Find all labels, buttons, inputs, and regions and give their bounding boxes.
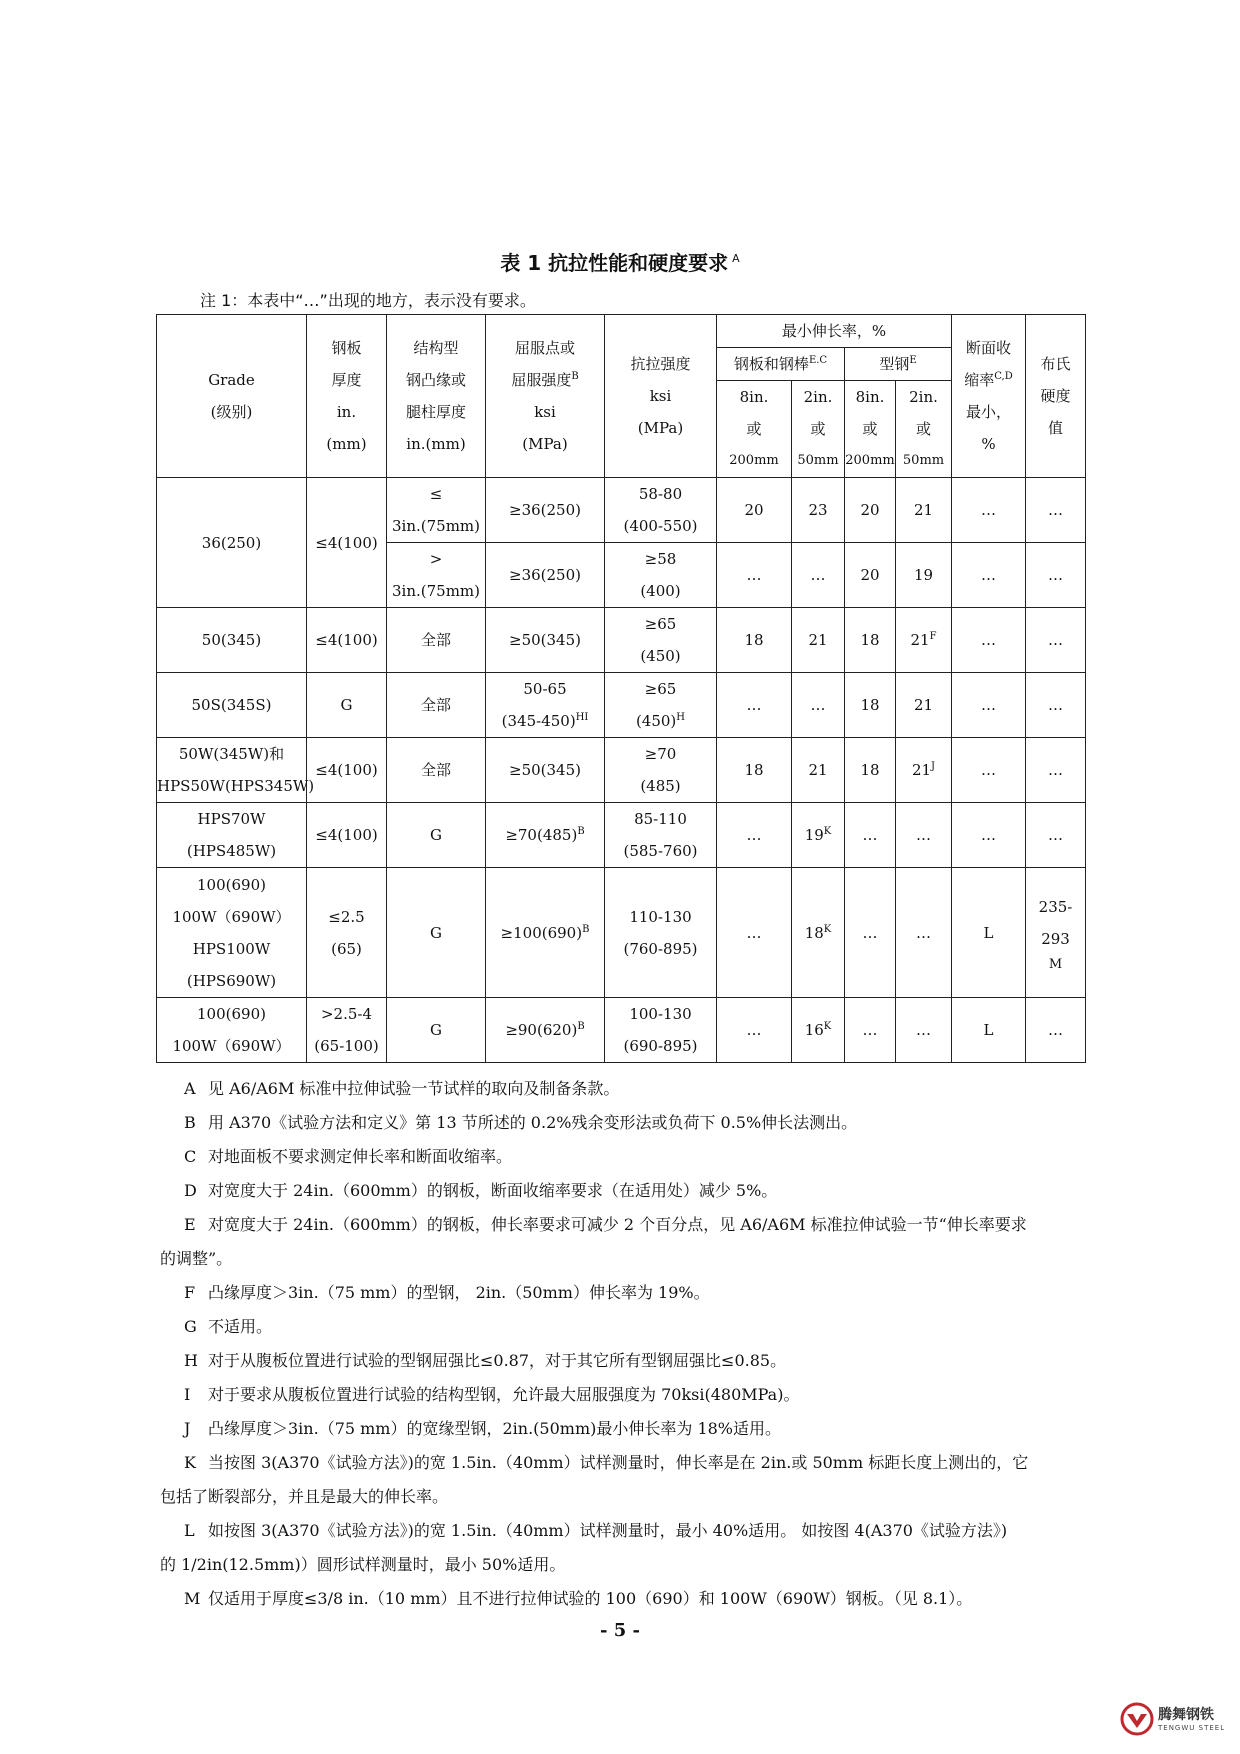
footnote-text: 不适用。 [208, 1317, 273, 1336]
cell-yield [486, 673, 605, 738]
header-text: 抗拉强度 [630, 355, 691, 373]
cell-line: 100(690) [197, 1005, 266, 1023]
cell-flange: 全部 [387, 673, 486, 738]
cell-p8: 20 [717, 478, 792, 543]
cell-s2: 21 [896, 478, 952, 543]
cell-value: 16 [804, 1021, 824, 1039]
cell-sup: F [929, 631, 937, 642]
cell-sup: HI [575, 712, 589, 723]
cell-line: 100W（690W） [172, 907, 291, 926]
table-row [157, 998, 1086, 1063]
header-plates-8in [717, 381, 792, 478]
cell-line: >2.5-4 [320, 1005, 373, 1023]
header-grade-en: Grade [208, 371, 255, 389]
footnote-text: 凸缘厚度＞3in.（75 mm）的型钢， 2in.（50mm）伸长率为 19%。 [208, 1283, 710, 1302]
cell-sup: H [676, 712, 686, 723]
cell-flange: G [387, 998, 486, 1063]
footnote-text: 用 A370《试验方法和定义》第 13 节所述的 0.2%残余变形法或负荷下 0.5%伸长法测出。 [208, 1113, 858, 1132]
table-note: 注 1：本表中“…”出现的地方，表示没有要求。 [200, 291, 536, 310]
header-text: (mm) [326, 435, 367, 453]
header-text: 断面收 [966, 339, 1012, 357]
footnote-key: G [184, 1317, 197, 1336]
footnote-text: 凸缘厚度＞3in.（75 mm）的宽缘型钢，2in.(50mm)最小伸长率为 18%适用。 [208, 1419, 782, 1438]
cell-line: (450) [640, 647, 681, 665]
cell-plate [307, 998, 387, 1063]
header-plates-bars [717, 348, 845, 381]
header-text: in.(mm) [406, 435, 466, 453]
cell-s2 [896, 608, 952, 673]
cell-line: (760-895) [623, 939, 698, 958]
cell-value: 21 [910, 631, 930, 649]
footnote-key: L [184, 1521, 195, 1540]
cell-line: 100(690) [197, 875, 266, 894]
cell-s2: 19 [896, 543, 952, 608]
tensile-hardness-table [156, 314, 1086, 1063]
cell-tensile [605, 803, 717, 868]
header-text: 最小， [966, 403, 1012, 421]
cell-sup: J [931, 761, 936, 772]
cell-sup: M [1048, 956, 1063, 972]
cell-line: 3in.(75mm) [391, 517, 480, 535]
header-text: 结构型 [413, 339, 459, 357]
cell-s8: 18 [845, 673, 896, 738]
cell-grade: 36(250) [157, 478, 307, 608]
header-text: 或 [746, 420, 762, 438]
cell-s2: … [896, 803, 952, 868]
cell-sup: B [577, 1021, 585, 1032]
cell-line: 58-80 [638, 485, 683, 503]
cell-line: 235- [1038, 897, 1073, 916]
header-text: 50mm [902, 453, 945, 468]
cell-yield: ≥36(250) [486, 543, 605, 608]
cell-line: (400-550) [623, 517, 698, 535]
cell-flange: G [387, 868, 486, 998]
footnote [160, 1072, 1120, 1106]
table-row [157, 608, 1086, 673]
cell-tensile [605, 608, 717, 673]
table-title [0, 247, 1240, 276]
cell-line: (690-895) [623, 1037, 698, 1055]
cell-grade: 50(345) [157, 608, 307, 673]
footnote [160, 1514, 1120, 1582]
header-shapes-8in [845, 381, 896, 478]
cell-plate: ≤4(100) [307, 803, 387, 868]
cell-s8: … [845, 998, 896, 1063]
cell-yield [486, 868, 605, 998]
cell-line: ≥65 [644, 615, 677, 633]
cell-tensile [605, 478, 717, 543]
logo-text-en: TENGWU STEEL [1158, 1724, 1226, 1732]
cell-s8: … [845, 803, 896, 868]
header-text: 8in. [739, 388, 769, 406]
footnote-continuation: 包括了断裂部分，并且是最大的伸长率。 [160, 1487, 449, 1506]
header-reduction [952, 315, 1026, 478]
cell-s2: 21 [896, 673, 952, 738]
cell-value: 19 [804, 826, 824, 844]
cell-value: 18 [804, 923, 824, 942]
cell-p8: 18 [717, 608, 792, 673]
cell-line: HPS70W [197, 810, 266, 828]
table-row [157, 478, 1086, 543]
cell-p2: 21 [792, 738, 845, 803]
footnote-text: 对宽度大于 24in.（600mm）的钢板，伸长率要求可减少 2 个百分点，见 A6/A6M 标准拉伸试验一节“伸长率要求 [208, 1215, 1027, 1234]
footnote-key: E [184, 1215, 196, 1234]
footnote-key: F [184, 1283, 196, 1302]
footnote [160, 1446, 1120, 1514]
header-brinell [1026, 315, 1086, 478]
cell-yield: ≥36(250) [486, 478, 605, 543]
header-text: (MPa) [522, 435, 568, 453]
footnote-text: 对于从腹板位置进行试验的型钢屈强比≤0.87，对于其它所有型钢屈强比≤0.85。 [208, 1351, 787, 1370]
cell-line: ≥58 [644, 550, 677, 568]
cell-line: (HPS690W) [186, 971, 277, 990]
cell-value: 21 [911, 761, 932, 779]
cell-plate: ≤4(100) [307, 478, 387, 608]
cell-yield [486, 803, 605, 868]
footnote-key: I [184, 1385, 191, 1404]
header-plates-2in [792, 381, 845, 478]
header-text: 硬度 [1040, 387, 1071, 405]
cell-line: ≤2.5 [328, 907, 365, 926]
cell-line: 293 [1041, 929, 1070, 948]
header-sup: E.C [808, 355, 828, 366]
cell-tensile [605, 868, 717, 998]
cell-value: ≥70(485) [505, 826, 578, 844]
header-text: 钢板和钢棒 [733, 355, 809, 373]
cell-ra: … [952, 608, 1026, 673]
cell-hb: … [1026, 608, 1086, 673]
table-title-text: 表 1 抗拉性能和硬度要求 [500, 251, 729, 275]
header-text: 值 [1048, 419, 1064, 437]
cell-plate: G [307, 673, 387, 738]
cell-flange: 全部 [387, 738, 486, 803]
cell-sup: B [577, 826, 585, 837]
cell-s2: … [896, 998, 952, 1063]
cell-p2 [792, 868, 845, 998]
footnote-text: 当按图 3(A370《试验方法》)的宽 1.5in.（40mm）试样测量时，伸长率是在 2in.或 50mm 标距长度上测出的，它 [208, 1453, 1029, 1472]
header-grade-cn: (级别) [210, 403, 253, 421]
cell-line: ≥70 [644, 745, 677, 763]
header-text: % [981, 435, 996, 453]
logo-text-cn: 腾舞钢铁 [1158, 1707, 1214, 1723]
footnote [160, 1378, 1120, 1412]
footnote [160, 1174, 1120, 1208]
footnote-text: 如按图 3(A370《试验方法》)的宽 1.5in.（40mm）试样测量时，最小 40%适用。 如按图 4(A370《试验方法》) [208, 1521, 1008, 1540]
header-plate-thickness [307, 315, 387, 478]
cell-hb: … [1026, 478, 1086, 543]
footnote [160, 1344, 1120, 1378]
cell-ra: L [952, 868, 1026, 998]
header-text: 2in. [803, 388, 833, 406]
cell-grade [157, 998, 307, 1063]
cell-p8: … [717, 543, 792, 608]
cell-s8: 20 [845, 478, 896, 543]
header-text: 型钢 [879, 355, 910, 373]
cell-yield: ≥50(345) [486, 608, 605, 673]
cell-s8: 20 [845, 543, 896, 608]
cell-line: 50W(345W)和 [178, 745, 285, 763]
footnote [160, 1276, 1120, 1310]
header-flange-thickness [387, 315, 486, 478]
cell-sup: K [823, 1021, 832, 1032]
cell-s2: … [896, 868, 952, 998]
header-text: 200mm [729, 453, 779, 468]
footnote [160, 1310, 1120, 1344]
footnote-key: C [184, 1147, 197, 1166]
cell-hb: … [1026, 543, 1086, 608]
cell-line: (65) [331, 939, 362, 958]
cell-ra: … [952, 543, 1026, 608]
header-tensile [605, 315, 717, 478]
header-text: ksi [649, 387, 672, 405]
header-text: 或 [916, 420, 932, 438]
cell-p2: … [792, 673, 845, 738]
header-shapes [845, 348, 952, 381]
cell-line: 100W（690W） [172, 1037, 291, 1055]
cell-grade [157, 868, 307, 998]
footnote [160, 1140, 1120, 1174]
header-text: 腿柱厚度 [405, 403, 466, 421]
header-text: ksi [534, 403, 556, 421]
footnote-key: K [184, 1453, 196, 1472]
cell-line: (450) [635, 712, 677, 730]
footnote-text: 仅适用于厚度≤3/8 in.（10 mm）且不进行拉伸试验的 100（690）和 100W（690W）钢板。（见 8.1）。 [208, 1589, 973, 1608]
header-sup: B [571, 371, 579, 382]
header-text: 200mm [845, 453, 895, 468]
cell-ra: … [952, 738, 1026, 803]
header-grade [157, 315, 307, 478]
cell-plate: ≤4(100) [307, 738, 387, 803]
header-shapes-2in [896, 381, 952, 478]
footnote-text: 对于要求从腹板位置进行试验的结构型钢，允许最大屈服强度为 70ksi(480MPa)。 [208, 1385, 800, 1404]
footnote [160, 1106, 1120, 1140]
header-text: 8in. [855, 388, 885, 406]
footnotes [160, 1072, 1120, 1616]
header-elongation: 最小伸长率，% [717, 315, 952, 348]
cell-p2: … [792, 543, 845, 608]
page-number: - 5 - [600, 1620, 640, 1641]
cell-tensile [605, 673, 717, 738]
table-title-sup: A [732, 252, 740, 266]
cell-line: 110-130 [629, 907, 692, 926]
cell-value: ≥90(620) [505, 1021, 578, 1039]
cell-s8: 18 [845, 608, 896, 673]
cell-line: > [429, 550, 443, 568]
cell-flange: 全部 [387, 608, 486, 673]
cell-line: 50-65 [523, 680, 567, 698]
header-sup: E [909, 355, 917, 366]
cell-grade [157, 803, 307, 868]
cell-hb: … [1026, 738, 1086, 803]
cell-grade [157, 738, 315, 803]
cell-s2 [896, 738, 952, 803]
header-sup: C,D [994, 371, 1013, 382]
header-text: (MPa) [637, 419, 684, 437]
footnote-key: H [184, 1351, 198, 1370]
cell-tensile [605, 738, 717, 803]
cell-flange [387, 478, 486, 543]
header-yield [486, 315, 605, 478]
footnote-key: B [184, 1113, 196, 1132]
cell-line: 85-110 [634, 810, 687, 828]
table-row [157, 803, 1086, 868]
header-text: 2in. [909, 388, 938, 406]
cell-p8: 18 [717, 738, 792, 803]
cell-p2: 23 [792, 478, 845, 543]
table-row [157, 738, 1086, 803]
cell-ra: … [952, 478, 1026, 543]
cell-hb: … [1026, 998, 1086, 1063]
header-text: 或 [862, 420, 878, 438]
footnote-key: M [184, 1589, 201, 1608]
footnote-key: D [184, 1181, 197, 1200]
cell-flange: G [387, 803, 486, 868]
cell-line: 3in.(75mm) [391, 582, 480, 600]
cell-hb: … [1026, 673, 1086, 738]
cell-p8: … [717, 868, 792, 998]
cell-hb [1026, 868, 1086, 998]
footnote [160, 1208, 1120, 1276]
cell-p2 [792, 998, 845, 1063]
cell-line: HPS50W(HPS345W) [157, 777, 315, 795]
cell-hb: … [1026, 803, 1086, 868]
footnote [160, 1582, 1120, 1616]
cell-line: (HPS485W) [186, 842, 277, 860]
cell-yield: ≥50(345) [486, 738, 605, 803]
footnote-continuation: 的 1/2in(12.5mm)）圆形试样测量时，最小 50%适用。 [160, 1555, 566, 1574]
header-text: in. [336, 403, 357, 421]
cell-grade: 50S(345S) [157, 673, 307, 738]
cell-value: ≥100(690) [500, 923, 583, 942]
tengwu-logo-icon [1120, 1702, 1154, 1736]
cell-s8: … [845, 868, 896, 998]
cell-line: 100-130 [629, 1005, 692, 1023]
header-text: 布氏 [1040, 355, 1071, 373]
cell-sup: K [823, 826, 832, 837]
cell-p8: … [717, 998, 792, 1063]
header-text: 屈服强度 [511, 371, 572, 389]
cell-ra: L [952, 998, 1026, 1063]
cell-ra: … [952, 673, 1026, 738]
cell-tensile [605, 998, 717, 1063]
cell-yield [486, 998, 605, 1063]
cell-line: (65-100) [314, 1037, 379, 1055]
cell-sup: K [823, 923, 832, 935]
cell-p8: … [717, 673, 792, 738]
footnote-continuation: 的调整”。 [160, 1249, 233, 1268]
footnote-key: A [184, 1079, 196, 1098]
cell-p2 [792, 803, 845, 868]
cell-tensile [605, 543, 717, 608]
cell-sup: B [582, 923, 590, 935]
cell-ra: … [952, 803, 1026, 868]
footnote-text: 对宽度大于 24in.（600mm）的钢板，断面收缩率要求（在适用处）减少 5%。 [208, 1181, 778, 1200]
cell-s8: 18 [845, 738, 896, 803]
cell-line: ≤ [429, 485, 443, 503]
footnote-key: J [184, 1419, 191, 1438]
cell-line: (485) [640, 777, 681, 795]
table-row [157, 673, 1086, 738]
table-row [157, 868, 1086, 998]
footnote [160, 1412, 1120, 1446]
cell-p2: 21 [792, 608, 845, 673]
header-text: 钢凸缘或 [405, 371, 466, 389]
header-text: 厚度 [331, 371, 362, 389]
brand-logo [1120, 1700, 1235, 1740]
cell-line: (400) [640, 582, 681, 600]
header-text: 缩率 [964, 371, 995, 389]
cell-line: HPS100W [192, 939, 271, 958]
cell-line: (585-760) [623, 842, 698, 860]
footnote-text: 对地面板不要求测定伸长率和断面收缩率。 [208, 1147, 513, 1166]
cell-line: ≥65 [644, 680, 677, 698]
cell-plate: ≤4(100) [307, 608, 387, 673]
cell-p8: … [717, 803, 792, 868]
cell-plate [307, 868, 387, 998]
footnote-text: 见 A6/A6M 标准中拉伸试验一节试样的取向及制备条款。 [208, 1079, 620, 1098]
header-text: 屈服点或 [514, 339, 575, 357]
header-text: 50mm [797, 453, 839, 468]
cell-line: (345-450) [501, 712, 576, 730]
cell-flange [387, 543, 486, 608]
header-text: 或 [810, 420, 826, 438]
header-text: 钢板 [331, 339, 362, 357]
